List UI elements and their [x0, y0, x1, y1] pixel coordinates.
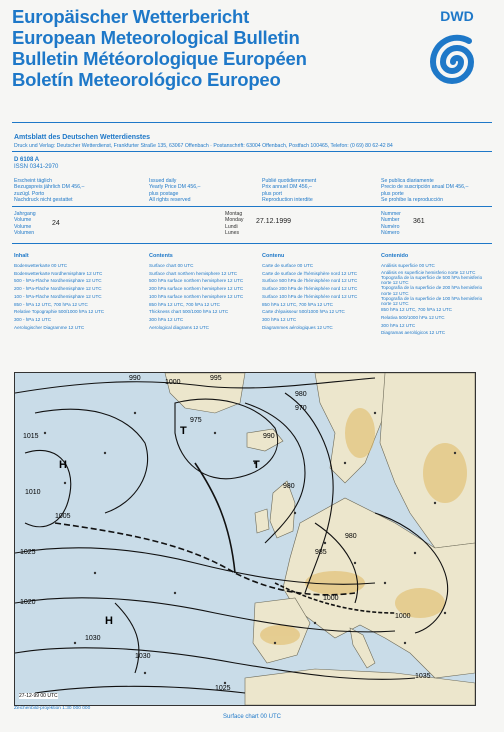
contents-item: Topografía de la superficie de 200 hPa hemisferio norte 12 UTC	[381, 285, 483, 296]
contents-item: 200 - hPa-Fläche Nordhemisphäre 12 UTC	[14, 286, 102, 292]
contents-item: Topografía de la superficie de 100 hPa hemisferio norte 12 UTC	[381, 295, 483, 306]
contents-item: Aerologischer Diagramme 12 UTC	[14, 324, 85, 330]
pub-text: Se publica diariamente	[381, 178, 434, 184]
contents-item: Topografía de la superficie de 500 hPa hemisferio norte 12 UTC	[381, 274, 483, 286]
title-french: Bulletin Météorologique Européen	[12, 48, 307, 69]
isobar-label: 1015	[23, 433, 39, 440]
isobar-label: 1020	[20, 599, 36, 606]
dwd-logo	[424, 8, 490, 104]
contents-item: 850 hPa 12 UTC, 700 hPa 12 UTC	[149, 301, 220, 307]
contents-item: Carte d'épaisseur 500/1000 hPa 12 UTC	[262, 309, 345, 315]
number-label: Número	[381, 229, 400, 236]
isobar-label: 1005	[55, 513, 71, 520]
contents-item: Carte de surface de l'hémisphère nord 12 UTC	[262, 270, 358, 276]
pub-text: Prix annuel DM 456,–	[262, 184, 312, 191]
contents-en	[149, 253, 243, 331]
contents-item: Surface chart 00 UTC	[149, 263, 194, 268]
spiral-icon	[424, 24, 490, 100]
number-label: Number	[381, 217, 400, 224]
contents-item: Análisis en superficie hemisferio norte 12 UTC	[381, 269, 476, 275]
contents-item: 850 hPa 12 UTC, 700 hPa 12 UTC	[381, 307, 452, 313]
contents-item: Diagrammes aérologiques 12 UTC	[262, 324, 333, 330]
volume-labels	[14, 211, 36, 236]
contents-item: 200 hPa surface northern hemisphere 12 UTC	[149, 286, 244, 292]
contents-item: Surface 200 hPa de l'hémisphère nord 12 UTC	[262, 286, 358, 292]
low-pressure-symbol: T	[180, 425, 187, 437]
contents-item: Surface 500 hPa de l'hémisphère nord 12 UTC	[262, 278, 358, 284]
contents-item: 500 hPa surface northern hemisphere 12 UTC	[149, 278, 244, 284]
pub-text: Erscheint täglich	[14, 178, 53, 184]
isobar-label: 1025	[215, 685, 231, 692]
day-label: Montag	[225, 211, 243, 217]
contents-item: Surface 100 hPa de l'hémisphère nord 12 UTC	[262, 293, 358, 299]
isobar-label: 1000	[395, 613, 411, 620]
contents-item: 100 hPa surface northern hemisphere 12 UTC	[149, 293, 244, 299]
contents-heading: Contents	[149, 253, 173, 259]
isobar-label: 1000	[323, 595, 339, 602]
contents-item: Diagramas aerológicos 12 UTC	[381, 330, 446, 336]
pub-text: Bezugspreis jährlich DM 456,–	[14, 184, 85, 191]
isobar-label: 995	[210, 375, 222, 382]
issn: ISSN 0341-2970	[14, 164, 59, 170]
pub-text: zuzügl. Porto	[14, 190, 45, 197]
number-labels	[381, 211, 401, 236]
title-english: European Meteorological Bulletin	[12, 27, 300, 48]
volume-label: Volume	[14, 217, 32, 224]
contents-item: Bodenwetterkarte 00 UTC	[14, 263, 68, 268]
map-timestamp: 27-12-99 00 UTC	[19, 693, 58, 699]
map-drawing	[15, 373, 475, 705]
pub-col-de	[14, 178, 84, 203]
pub-text: Yearly Price DM 456,–	[149, 184, 201, 191]
day-label: Lundi	[225, 223, 238, 230]
contents-item: 300 hPa 12 UTC	[381, 322, 416, 328]
map-caption: Surface chart 00 UTC	[222, 714, 282, 720]
contents-item: 300 - hPa 12 UTC	[14, 316, 52, 322]
publisher-line: Druck und Verlag: Deutscher Wetterdienst, Frankfurter Straße 135, 63067 Offenbach · Postanschrift: 63004 Offenbach, Postfach 100465, Telefon: (0 69) 80 62-42 84	[14, 143, 393, 149]
pub-rule	[12, 206, 492, 207]
isobar-label: 1030	[135, 653, 151, 660]
pub-col-fr	[262, 178, 316, 203]
volume-label: Jahrgang	[14, 211, 36, 217]
volume-label: Volumen	[14, 229, 35, 236]
pub-text: plus porte	[381, 190, 404, 197]
pub-text: Nachdruck nicht gestattet	[14, 196, 73, 203]
amtsblatt-heading: Amtsblatt des Deutschen Wetterdienstes	[14, 134, 151, 141]
contents-item: Thickness chart 500/1000 hPa 12 UTC	[149, 309, 229, 315]
day-labels	[225, 211, 243, 236]
isobar-label: 990	[129, 375, 141, 382]
publisher-rule	[12, 151, 492, 152]
ireland-land	[255, 509, 269, 533]
low-pressure-symbol: T	[253, 459, 260, 471]
isobar-label: 990	[263, 433, 275, 440]
title-spanish: Boletín Meteorológico Europeo	[12, 69, 281, 90]
isobar-label: 980	[283, 483, 295, 490]
header-rule	[12, 122, 492, 123]
contents-heading: Contenido	[381, 253, 409, 259]
isobar-label: 1035	[415, 673, 431, 680]
logo-text: DWD	[440, 8, 474, 24]
contents-item: 850 hPa 12 UTC, 700 hPa 12 UTC	[262, 301, 333, 307]
contents-item: Análisis superficie 00 UTC	[381, 263, 435, 268]
map-scale: Zeichenbild-projektion 1:30 000 000	[14, 706, 91, 711]
contents-de	[14, 253, 104, 331]
pub-text: Issued daily	[149, 178, 177, 184]
contents-item: 850 - hPa 12 UTC, 700 hPa 12 UTC	[14, 301, 88, 307]
isobar-label: 1010	[25, 489, 41, 496]
contents-item: 300 hPa 12 UTC	[262, 316, 297, 322]
day-label: Lunes	[225, 229, 240, 236]
isobar-label: 985	[315, 549, 327, 556]
id-code: D 6108 A	[14, 157, 40, 163]
contents-heading: Inhalt	[14, 253, 29, 259]
pub-text: plus port	[262, 190, 282, 197]
pub-text: Se prohibe la reproducción	[381, 196, 444, 203]
number-label: Nummer	[381, 211, 401, 217]
id-block	[14, 157, 58, 171]
high-pressure-symbol: H	[105, 615, 113, 627]
contents-item: Surface chart northern hemisphere 12 UTC	[149, 270, 238, 276]
pub-col-en	[149, 178, 200, 203]
isobar-label: 970	[295, 405, 307, 412]
isobar-label: 1030	[85, 635, 101, 642]
pub-text: All rights reserved	[149, 196, 191, 203]
italy-land	[350, 628, 375, 668]
contents-item: Relativa 500/1000 hPa 12 UTC	[381, 314, 445, 320]
number-value: 361	[413, 218, 425, 225]
pub-col-es	[381, 178, 468, 203]
contents-item: Carte de surface 00 UTC	[262, 263, 314, 268]
volume-rule	[12, 243, 492, 244]
pub-text: plus postage	[149, 190, 179, 197]
high-pressure-symbol: H	[59, 459, 67, 471]
bulletin-titles	[12, 6, 422, 90]
pub-text: Publié quotidiennement	[262, 178, 317, 184]
pub-text: Precio de suscripción anual DM 456,–	[381, 184, 469, 191]
isobar-label: 975	[190, 417, 202, 424]
contents-item: 100 - hPa-Fläche Nordhemisphäre 12 UTC	[14, 293, 102, 299]
volume-label: Volume	[14, 223, 32, 230]
title-german: Europäischer Wetterbericht	[12, 6, 250, 27]
contents-heading: Contenu	[262, 253, 285, 259]
contents-item: Bodenwetterkarte Nordhemisphäre 12 UTC	[14, 270, 103, 276]
number-label: Numéro	[381, 223, 400, 230]
contents-item: Aerological diagrams 12 UTC	[149, 324, 209, 330]
contents-item: Relative Topographie 500/1000 hPa 12 UTC	[14, 309, 105, 315]
isobar-label: 980	[345, 533, 357, 540]
isobar-label: 1025	[20, 549, 36, 556]
day-label: Monday	[225, 217, 244, 224]
contents-es	[381, 253, 491, 337]
date-value: 27.12.1999	[256, 218, 292, 225]
isobar-label: 1000	[165, 379, 181, 386]
land-masses	[165, 373, 475, 705]
surface-weather-map	[14, 372, 476, 706]
contents-item: 300 hPa 12 UTC	[149, 316, 184, 322]
contents-item: 500 - hPa-Fläche Nordhemisphäre 12 UTC	[14, 278, 102, 284]
pub-text: Reproduction interdite	[262, 196, 313, 203]
isobar-label: 980	[295, 391, 307, 398]
contents-fr	[262, 253, 357, 331]
volume-value: 24	[52, 220, 60, 227]
